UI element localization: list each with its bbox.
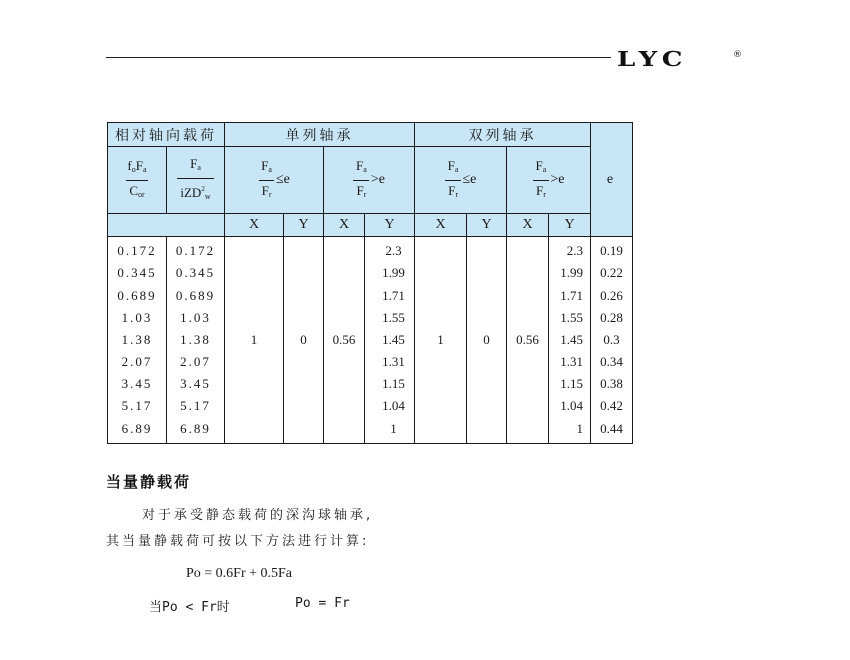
table-cell: 1.38	[180, 331, 211, 347]
table-cell: 0.28	[600, 309, 623, 325]
table-cell: 6.89	[180, 420, 211, 436]
header-single-le-x: X	[225, 214, 284, 237]
table-cell: 3.45	[180, 376, 211, 392]
double-gt-y-list	[549, 240, 590, 440]
header-double-gt-y: Y	[549, 214, 591, 237]
table-cell: 0.34	[600, 354, 623, 370]
double-gt-x-value: 0.56	[507, 237, 549, 444]
paragraph-line-2: 其当量静载荷可按以下方法进行计算:	[106, 534, 370, 549]
header-double-gt-x: X	[507, 214, 549, 237]
table-cell: 1.55	[382, 309, 405, 325]
table-cell: 1.15	[382, 376, 405, 392]
table-cell: 0.19	[600, 243, 623, 259]
single-le-y-value: 0	[284, 237, 324, 444]
table-cell: 1	[576, 420, 583, 436]
header-xy-spacer	[108, 214, 225, 237]
table-cell: 1.55	[560, 309, 583, 325]
table-cell: 0.345	[175, 265, 216, 281]
col-double-gt-y	[549, 237, 591, 444]
table-cell: 1.99	[382, 265, 405, 281]
table-cell: 0.172	[175, 243, 216, 259]
table-cell: 2.3	[385, 243, 402, 259]
single-gt-x-value: 0.56	[324, 237, 365, 444]
equivalent-static-load-formula: Po = 0.6Fr + 0.5Fa	[186, 566, 293, 581]
header-single-fa-fr-le-e: $\frac{F_a}{F_r}$ ≤e	[225, 147, 324, 214]
header-double-fa-fr-gt-e: $\frac{F_a}{F_r}$ >e	[507, 147, 591, 214]
header-single-row: 单列轴承	[225, 123, 415, 147]
table-cell: 0.689	[175, 287, 216, 303]
table-cell: 1.31	[382, 354, 405, 370]
double-le-x-value: 1	[415, 237, 467, 444]
fo-fa-cor-list	[108, 240, 166, 440]
header-double-row: 双列轴承	[415, 123, 591, 147]
table-cell: 1.31	[560, 354, 583, 370]
alternate-formula: Po = Fr	[295, 596, 350, 611]
table-cell: 1.15	[560, 376, 583, 392]
double-le-y-value: 0	[467, 237, 507, 444]
col-e-values	[591, 237, 633, 444]
table-cell: 1.99	[560, 265, 583, 281]
table-cell: 1.45	[382, 331, 405, 347]
header-double-fa-fr-le-e: $\frac{F_a}{F_r}$ ≤e	[415, 147, 507, 214]
table-cell: 1.45	[560, 331, 583, 347]
table-cell: 1.71	[382, 287, 405, 303]
col-single-gt-y	[365, 237, 415, 444]
header-fo-fa-over-cor: $\frac{f_oF_a}{C_{or}}$	[108, 147, 167, 214]
fa-izd2-list	[167, 240, 224, 440]
single-le-x-value: 1	[225, 237, 284, 444]
lyc-logo: LYC	[617, 48, 688, 72]
header-single-gt-y: Y	[365, 214, 415, 237]
table-cell: 1.71	[560, 287, 583, 303]
e-values-list	[591, 240, 632, 440]
table-cell: 0.38	[600, 376, 623, 392]
table-cell: 1.38	[121, 331, 153, 347]
table-cell: 1.04	[560, 398, 583, 414]
header-single-gt-x: X	[324, 214, 365, 237]
header-double-le-x: X	[415, 214, 467, 237]
table-cell: 0.26	[600, 287, 623, 303]
header-rule	[106, 57, 611, 58]
header-relative-axial-load: 相对轴向载荷	[108, 123, 225, 147]
table-cell: 0.3	[603, 331, 620, 347]
table-cell: 2.07	[121, 354, 153, 370]
table-cell: 5.17	[121, 398, 153, 414]
table-cell: 0.22	[600, 265, 623, 281]
header-e: e	[591, 123, 633, 237]
header-fa-over-izd2: $\frac{F_a}{iZD^2_w}$	[167, 147, 225, 214]
load-factor-table	[107, 122, 633, 444]
table-cell: 6.89	[121, 420, 153, 436]
header-single-le-y: Y	[284, 214, 324, 237]
header-double-le-y: Y	[467, 214, 507, 237]
paragraph-line-1: 对于承受静态载荷的深沟球轴承,	[142, 508, 374, 523]
registered-mark: ®	[733, 50, 742, 60]
table-cell: 0.172	[117, 243, 157, 259]
table-cell: 5.17	[180, 398, 211, 414]
table-cell: 1	[390, 420, 397, 436]
table-cell: 2.07	[180, 354, 211, 370]
table-cell: 0.345	[117, 265, 157, 281]
header-single-fa-fr-gt-e: $\frac{F_a}{F_r}$ >e	[324, 147, 415, 214]
col-fa-over-izd2	[167, 237, 225, 444]
table-cell: 0.44	[600, 420, 623, 436]
table-cell: 3.45	[121, 376, 153, 392]
table-cell: 0.42	[600, 398, 623, 414]
table-cell: 1.03	[180, 309, 211, 325]
section-title: 当量静载荷	[106, 473, 192, 491]
table-cell: 1.03	[121, 309, 153, 325]
col-fo-fa-over-cor	[108, 237, 167, 444]
condition-text: 当Po < Fr时	[149, 600, 230, 615]
table-cell: 1.04	[382, 398, 405, 414]
single-gt-y-list	[365, 240, 414, 440]
table-cell: 2.3	[566, 243, 583, 259]
table-cell: 0.689	[117, 287, 157, 303]
